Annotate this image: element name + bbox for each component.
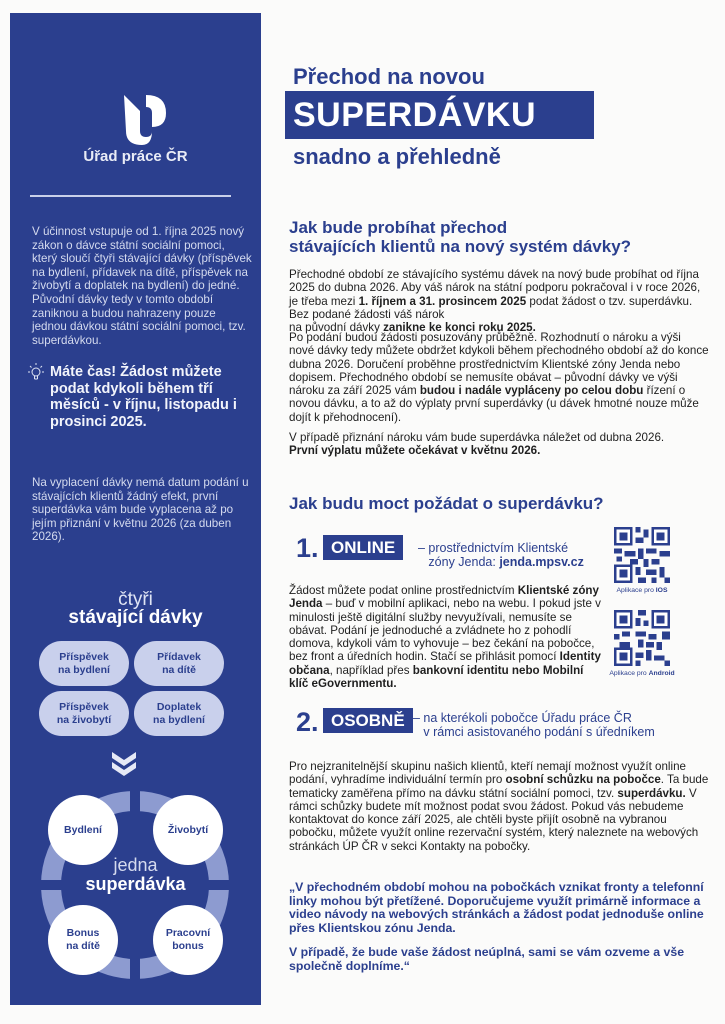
section1-paragraph-2: Po podání budou žádosti posuzovány průběžně. Rozhodnutí o nároku a výši nové dávky tedy můžete obdržet kdykoli během přechodného období až do konce dubna 2026. Doručení proběhne prostřednictvím Klientské zóny Jenda nebo dopisem. Přechodného období se nemusíte obávat – původní dávky ve výši nároku za září 2025 vám budou i nadále vypláceny po celou dobu řízení o novou dávku, a to až do výplaty první superdávky (u dávek hmotné nouze může dojít k přehodnocení). [289, 331, 709, 424]
tip-text: Máte čas! Žádost můžete podat kdykoli během tří měsíců - v říjnu, listopadu i prosinci 2025. [50, 364, 237, 430]
personal-tag: OSOBNĚ [323, 708, 413, 733]
title-top: Přechod na novou [293, 64, 485, 89]
section1-paragraph-3: V případě přiznání nároku vám bude superdávka náležet od dubna 2026. První výplatu můžete očekávat v květnu 2026. [289, 431, 665, 458]
section1-paragraph-1: Přechodné období ze stávajícího systému dávek na nový bude probíhat od října 2025 do dubna 2026. Aby váš nárok na státní podporu pokračoval i v roce 2026, je třeba mezi 1. říjnem a 31. prosincem 2025 podat žádost o tzv. superdávku. Bez podané žádosti váš nárok na původní dávky zanikne ke konci roku 2025. [289, 268, 701, 335]
existing-benefits-label: stávající dávky [68, 607, 203, 628]
component-circle: Živobytí [153, 795, 223, 865]
one-label: jedna [113, 855, 158, 875]
qr-code-icon [614, 527, 670, 583]
section2-heading: Jak budu moct požádat o superdávku? [289, 494, 604, 513]
qr-ios-caption: Aplikace pro IOS [616, 587, 668, 594]
component-circle: Bonus na dítě [48, 905, 118, 975]
quote-1: „V přechodném období mohou na pobočkách vznikat fronty a telefonní linky mohou být přetížené. Doporučujeme využít primárně informace a video návody na webových stránkách a žádost podat jednoduše online přes Klientskou zónu Jenda. [289, 880, 704, 936]
four-label: čtyři [118, 589, 153, 610]
lightbulb-icon [25, 362, 47, 384]
quote-2: V případě, že bude vaše žádost neúplná, sami se vám ozveme a vše společně doplníme.“ [289, 945, 685, 973]
option-number: 1. [296, 533, 319, 563]
personal-subtitle: – na kterékoli pobočce Úřadu práce ČR v rámci asistovaného podání s úředníkem [413, 711, 655, 739]
benefit-pill: Přídavek na dítě [134, 641, 224, 686]
up-logo-icon [122, 93, 170, 147]
note-text: Na vyplacení dávky nemá datum podání u stávajících klientů žádný efekt, první superdávka vám bude vyplacena až po jejím přiznání v květnu 2026 (za duben 2026). [32, 476, 249, 544]
superdavka-label: superdávka [85, 874, 186, 894]
personal-paragraph: Pro nejzranitelnější skupinu našich klientů, kteří nemají možnost využít online podání, vyhradíme individuální termín pro osobní schůzku na pobočce. Ta bude tematicky zaměřena přímo na dávku státní sociální pomoci, tzv. superdávku. V rámci schůzky budete mít možnost podat svou žádost. Pokud vás nebudeme kontaktovat do konce září 2025, ale chtěli byste přijít osobně na vybranou pobočku, můžete využít online rezervační systém, který naleznete na webových stránkách ÚP ČR v sekci Kontakty na pobočky. [289, 760, 709, 853]
title-box: SUPERDÁVKU [285, 91, 594, 139]
section1-heading: Jak bude probíhat přechod stávajících klientů na nový systém dávky? [289, 218, 632, 256]
benefit-pill: Příspěvek na živobytí [39, 691, 129, 736]
qr-code-icon [614, 610, 670, 666]
component-circle: Bydlení [48, 795, 118, 865]
intro-text: V účinnost vstupuje od 1. října 2025 nový zákon o dávce státní sociální pomoci, který sloučí čtyři stávající dávky (příspěvek na bydlení, přídavek na dítě, příspěvek na živobytí a doplatek na bydlení) do jedné. Původní dávky tedy v tomto období zaniknou a budou nahrazeny pouze jednou dávkou státní sociální pomoci, tzv. superdávkou. [32, 225, 252, 347]
title-bottom: snadno a přehledně [293, 144, 501, 169]
divider [30, 195, 231, 197]
online-tag: ONLINE [323, 535, 403, 560]
component-circle: Pracovní bonus [153, 905, 223, 975]
qr-android-caption: Aplikace pro Android [609, 670, 675, 677]
online-paragraph: Žádost můžete podat online prostřednictvím Klientské zóny Jenda – buď v mobilní aplikaci, nebo na webu. I pokud jste v minulosti ještě digitální služby nevyužívali, nemusíte se obávat. Podání je jednoduché a zvládnete ho z pohodlí domova, kdykoli vám to vyhovuje – bez čekání na pobočce, bez front a úředních hodin. Stačí se přihlásit pomocí Identity občana, například přes bankovní identitu nebo Mobilní klíč eGovernmentu. [289, 584, 601, 691]
double-chevron-down-icon [111, 750, 137, 778]
benefit-pill: Doplatek na bydlení [134, 691, 224, 736]
option-number: 2. [296, 707, 319, 737]
online-subtitle: – prostřednictvím Klientské zóny Jenda: jenda.mpsv.cz [418, 541, 584, 569]
org-name: Úřad práce ČR [83, 148, 188, 165]
benefit-pill: Příspěvek na bydlení [39, 641, 129, 686]
